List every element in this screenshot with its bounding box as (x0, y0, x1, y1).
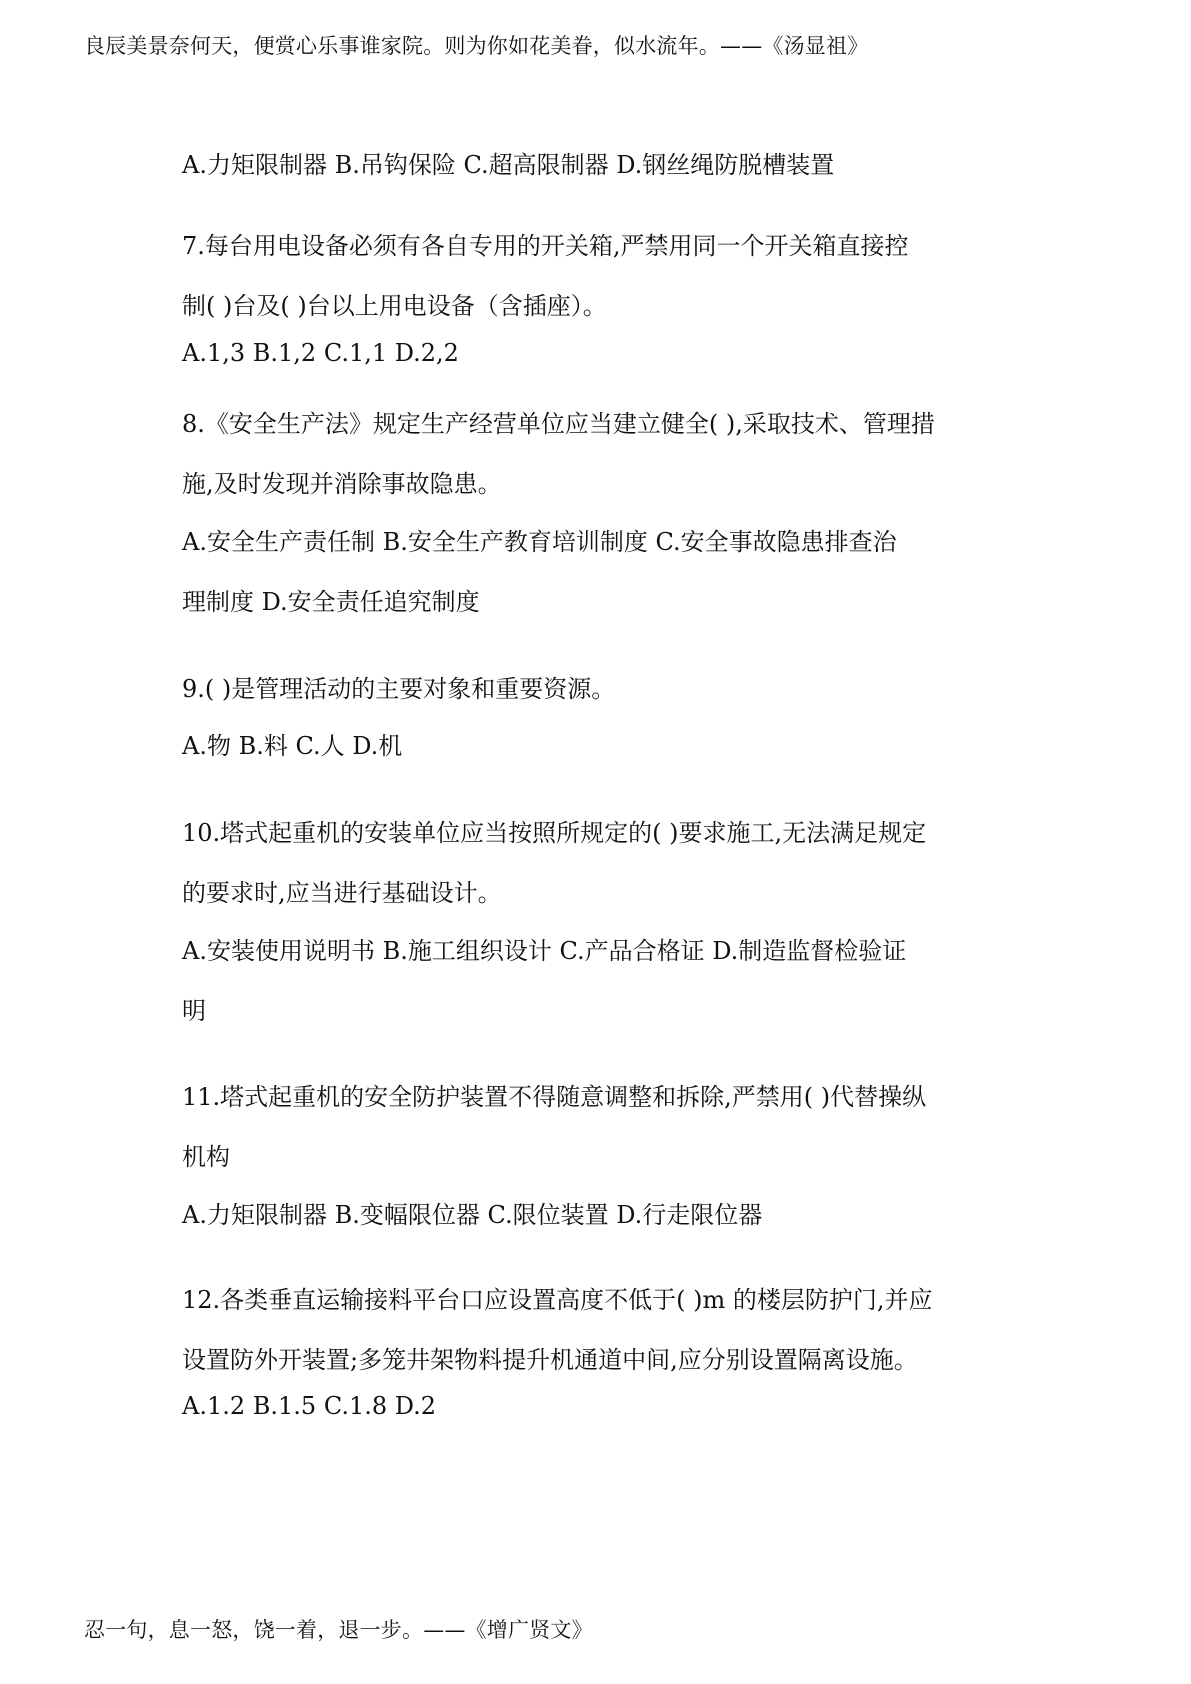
q11-options: A.力矩限制器 B.变幅限位器 C.限位装置 D.行走限位器 (182, 1201, 763, 1229)
q11-stem-line2: 机构 (182, 1143, 230, 1171)
q6-options: A.力矩限制器 B.吊钩保险 C.超高限制器 D.钢丝绳防脱槽装置 (182, 151, 835, 179)
q10-options-line2: 明 (182, 997, 206, 1025)
q10-options-line1: A.安装使用说明书 B.施工组织设计 C.产品合格证 D.制造监督检验证 (182, 937, 907, 965)
q7-options: A.1,3 B.1,2 C.1,1 D.2,2 (182, 339, 459, 367)
q8-options-line2: 理制度 D.安全责任追究制度 (182, 588, 480, 616)
q8-stem-line1: 8.《安全生产法》规定生产经营单位应当建立健全( ),采取技术、管理措 (182, 410, 935, 438)
q10-stem-line1: 10.塔式起重机的安装单位应当按照所规定的( )要求施工,无法满足规定 (182, 819, 927, 847)
header-quote: 良辰美景奈何天，便赏心乐事谁家院。则为你如花美眷，似水流年。——《汤显祖》 (84, 34, 869, 58)
q12-stem-line2: 设置防外开装置;多笼井架物料提升机通道中间,应分别设置隔离设施。 (182, 1346, 918, 1374)
q9-options: A.物 B.料 C.人 D.机 (182, 732, 403, 760)
q11-stem-line1: 11.塔式起重机的安全防护装置不得随意调整和拆除,严禁用( )代替操纵 (182, 1083, 927, 1111)
q7-stem-line1: 7.每台用电设备必须有各自专用的开关箱,严禁用同一个开关箱直接控 (182, 232, 909, 260)
q12-options: A.1.2 B.1.5 C.1.8 D.2 (182, 1392, 437, 1420)
q8-stem-line2: 施,及时发现并消除事故隐患。 (182, 470, 502, 498)
q7-stem-line2: 制( )台及( )台以上用电设备（含插座）。 (182, 292, 607, 320)
footer-quote: 忍一句，息一怒，饶一着，退一步。——《增广贤文》 (84, 1618, 593, 1642)
q9-stem: 9.( )是管理活动的主要对象和重要资源。 (182, 675, 616, 703)
q12-stem-line1: 12.各类垂直运输接料平台口应设置高度不低于( )m 的楼层防护门,并应 (182, 1286, 933, 1314)
q10-stem-line2: 的要求时,应当进行基础设计。 (182, 879, 502, 907)
q8-options-line1: A.安全生产责任制 B.安全生产教育培训制度 C.安全事故隐患排查治 (182, 528, 897, 556)
